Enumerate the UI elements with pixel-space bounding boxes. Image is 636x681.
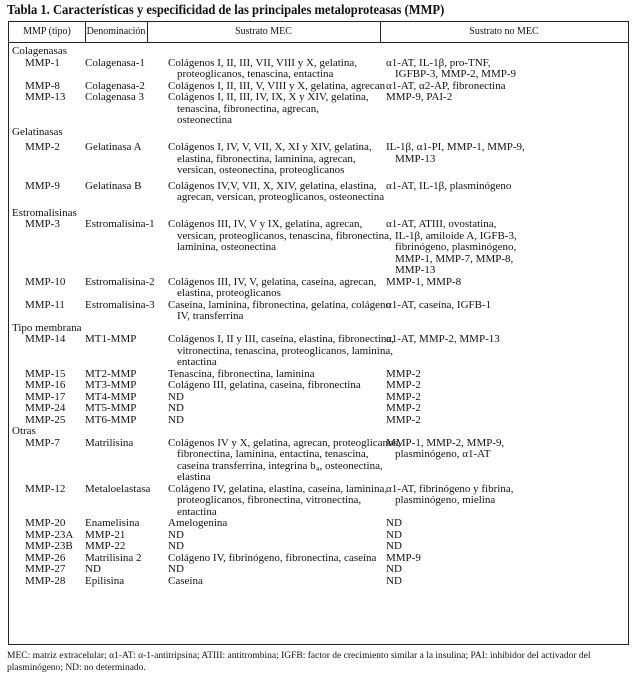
header-denominacion: Denominación: [85, 22, 148, 42]
sustrato-no-mec: [386, 92, 452, 104]
sustrato-mec: [168, 92, 369, 127]
table-row: [9, 334, 628, 369]
sustrato-no-mec-line: IGFBP-3, MMP-2, MMP-9: [395, 68, 517, 80]
sustrato-no-mec-line: α1-AT, IL-1β, pro-TNF,: [386, 56, 491, 69]
sustrato-no-mec-line: MMP-1, MMP-7, MMP-8,: [395, 252, 514, 265]
sustrato-mec: [168, 564, 184, 576]
mmp-id: MMP-25: [25, 413, 66, 426]
sustrato-mec-line: Colágeno III, gelatina, caseína, fibronectina: [168, 379, 361, 391]
table-row: [9, 380, 628, 392]
mmp-table: [8, 21, 629, 645]
sustrato-mec: [168, 576, 203, 588]
mmp-id: MMP-3: [25, 218, 60, 230]
sustrato-mec: [168, 415, 184, 427]
mmp-id: MMP-17: [25, 390, 66, 403]
sustrato-no-mec-line: α1-AT, caseína, IGFB-1: [386, 298, 492, 311]
mmp-id: MMP-28: [25, 574, 66, 587]
sustrato-mec-line: laminina, osteonectina: [177, 241, 276, 253]
sustrato-mec-line: vitronectina, tenascina, proteoglicanos, laminina,: [177, 344, 393, 357]
sustrato-mec-line: entactina: [177, 505, 217, 518]
mmp-id: MMP-16: [25, 379, 66, 391]
sustrato-mec-line: caseína transferrina, integrina b₄, osteonectina,: [177, 459, 383, 472]
sustrato-mec-line: Colágenos III, IV, V y IX, gelatina, agrecan,: [168, 218, 363, 230]
sustrato-no-mec-line: plasminógeno, mielina: [395, 494, 496, 506]
sustrato-no-mec-line: MMP-2: [386, 402, 421, 414]
mmp-denominacion: MMP-22: [85, 540, 126, 552]
sustrato-no-mec: [386, 300, 491, 312]
sustrato-mec-line: ND: [168, 402, 184, 414]
table-row: [9, 403, 628, 415]
table-body: [9, 43, 628, 587]
sustrato-mec-line: versican, proteoglicanos, tenascina, fibronectina,: [177, 229, 392, 242]
sustrato-mec: [168, 58, 357, 81]
table-title: Tabla 1. Características y especificidad de las principales metaloproteasas (MMP): [7, 2, 445, 17]
sustrato-mec-line: proteoglicanos, tenascina, entactina: [177, 68, 334, 80]
mmp-id: MMP-27: [25, 563, 66, 575]
sustrato-mec-line: ND: [168, 413, 184, 426]
mmp-denominacion: Colagenasa-2: [85, 79, 145, 92]
sustrato-mec-line: Caseína: [168, 574, 203, 587]
sustrato-mec-line: IV, transferrina: [177, 310, 244, 322]
sustrato-mec-line: entactina: [177, 356, 217, 368]
sustrato-mec-line: versican, osteonectina, proteoglicanos: [177, 164, 345, 176]
sustrato-no-mec: [386, 518, 402, 530]
sustrato-no-mec: [386, 219, 517, 277]
mmp-denominacion: MT5-MMP: [85, 402, 137, 414]
sustrato-no-mec: [386, 403, 421, 415]
sustrato-no-mec-line: MMP-2: [386, 367, 421, 380]
sustrato-mec: [168, 518, 227, 530]
mmp-id: MMP-15: [25, 367, 66, 380]
sustrato-mec: [168, 438, 401, 484]
mmp-id: MMP-10: [25, 275, 66, 288]
sustrato-mec: [168, 553, 376, 565]
sustrato-mec-line: Colágenos III, IV, V, gelatina, caseína, agrecan,: [168, 275, 377, 288]
sustrato-no-mec-line: α1-AT, MMP-2, MMP-13: [386, 333, 500, 345]
sustrato-mec-line: elastina, fibronectina, laminina, agrecan,: [177, 152, 356, 165]
sustrato-no-mec: [386, 564, 402, 576]
mmp-denominacion: Colagenasa-1: [85, 56, 145, 69]
sustrato-mec-line: ND: [168, 540, 184, 552]
mmp-denominacion: MT6-MMP: [85, 413, 137, 426]
sustrato-no-mec: [386, 541, 402, 553]
sustrato-no-mec: [386, 58, 516, 81]
sustrato-no-mec-line: ND: [386, 517, 402, 529]
group-heading: Colagenasas: [12, 45, 67, 57]
mmp-id: MMP-24: [25, 402, 66, 414]
sustrato-mec-line: Colágenos I, IV, V, VII, X, XI y XIV, gelatina,: [168, 141, 372, 153]
mmp-denominacion: Matrilisina: [85, 436, 134, 449]
mmp-denominacion: MMP-21: [85, 528, 126, 541]
mmp-denominacion: ND: [85, 563, 101, 575]
mmp-denominacion: MT2-MMP: [85, 367, 137, 380]
mmp-denominacion: Enamelisina: [85, 517, 140, 529]
sustrato-mec-line: Caseína, laminina, fibronectina, gelatina, colágeno: [168, 298, 391, 311]
table-row: [9, 484, 628, 519]
mmp-denominacion: Gelatinasa A: [85, 141, 142, 153]
table-header: [9, 22, 628, 43]
sustrato-no-mec-line: fibrinógeno, plasminógeno,: [395, 241, 517, 253]
group-heading: Tipo membrana: [12, 321, 82, 334]
sustrato-no-mec-line: plasminógeno, α1-AT: [395, 448, 491, 460]
table-row: [9, 300, 628, 323]
sustrato-no-mec: [386, 181, 511, 193]
table-row: [9, 92, 628, 127]
sustrato-mec: [168, 142, 372, 177]
mmp-id: MMP-23B: [25, 540, 73, 552]
sustrato-no-mec: [386, 142, 525, 165]
sustrato-mec: [168, 403, 184, 415]
sustrato-no-mec-line: MMP-1, MMP-8: [386, 275, 462, 288]
mmp-denominacion: MT3-MMP: [85, 379, 137, 391]
sustrato-mec-line: Colágenos I, II y III, caseína, elastina, fibronectina,: [168, 333, 395, 345]
mmp-id: MMP-14: [25, 333, 66, 345]
table-row: [9, 564, 628, 576]
sustrato-mec-line: ND: [168, 563, 184, 575]
sustrato-no-mec-line: α1-AT, ATIII, ovostatina,: [386, 218, 497, 230]
sustrato-mec: [168, 181, 384, 204]
mmp-denominacion: MT1-MMP: [85, 333, 137, 345]
sustrato-mec-line: Colágenos I, II, III, VII, VIII y X, gelatina,: [168, 56, 357, 69]
mmp-denominacion: Colagenasa 3: [85, 91, 144, 103]
group-heading: Gelatinasas: [12, 125, 63, 138]
sustrato-no-mec: [386, 334, 500, 346]
sustrato-no-mec-line: ND: [386, 540, 402, 552]
sustrato-mec-line: Colágenos I, II, III, IV, IX, X y XIV, gelatina,: [168, 91, 369, 103]
group-heading: Otras: [12, 425, 36, 437]
table-row: [9, 541, 628, 553]
table-row: [9, 415, 628, 427]
sustrato-no-mec-line: MMP-13: [395, 264, 436, 276]
header-mmp: MMP (tipo): [9, 22, 86, 42]
sustrato-no-mec-line: MMP-2: [386, 379, 421, 391]
sustrato-no-mec-line: IL-1β, α1-PI, MMP-1, MMP-9,: [386, 141, 525, 153]
sustrato-mec: [168, 219, 392, 254]
table-row: [9, 219, 628, 277]
sustrato-no-mec: [386, 484, 513, 507]
sustrato-mec-line: fibronectina, laminina, entactina, tenascina,: [177, 448, 369, 460]
mmp-id: MMP-23A: [25, 528, 74, 541]
sustrato-mec-line: Colágenos IV,V, VII, X, XIV, gelatina, elastina,: [168, 179, 377, 192]
mmp-denominacion: Matrilisina 2: [85, 551, 142, 564]
sustrato-mec-line: elastina, proteoglicanos: [177, 287, 281, 299]
sustrato-mec-line: Colágeno IV, gelatina, elastina, caseína, laminina,: [168, 482, 388, 495]
sustrato-no-mec-line: ND: [386, 528, 402, 541]
sustrato-no-mec-line: ND: [386, 574, 402, 587]
sustrato-mec: [168, 380, 361, 392]
header-sustrato-no-mec: Sustrato no MEC: [469, 26, 539, 37]
sustrato-mec-line: ND: [168, 390, 184, 403]
sustrato-no-mec: [386, 380, 421, 392]
sustrato-no-mec-line: MMP-9, PAI-2: [386, 91, 453, 103]
table-row: [9, 518, 628, 530]
sustrato-mec: [168, 334, 394, 369]
mmp-denominacion: Gelatinasa B: [85, 179, 142, 192]
sustrato-mec-line: ND: [168, 528, 184, 541]
mmp-id: MMP-20: [25, 517, 66, 529]
mmp-denominacion: MT4-MMP: [85, 390, 137, 403]
mmp-denominacion: Epilisina: [85, 574, 125, 587]
group-heading: Estromalisinas: [12, 206, 77, 219]
sustrato-mec-line: Amelogenina: [168, 517, 228, 529]
sustrato-no-mec-line: MMP-9: [386, 551, 421, 564]
sustrato-no-mec-line: α1-AT, fibrinógeno y fibrina,: [386, 482, 514, 495]
sustrato-mec-line: Colágenos IV y X, gelatina, agrecan, proteoglicanos,: [168, 436, 401, 449]
table-row: [9, 58, 628, 81]
header-sustrato-mec: Sustrato MEC: [147, 22, 381, 42]
mmp-denominacion: Metaloelastasa: [85, 482, 151, 495]
mmp-id: MMP-13: [25, 91, 66, 103]
table-row: [9, 277, 628, 300]
sustrato-no-mec: [386, 277, 461, 289]
sustrato-no-mec-line: MMP-2: [386, 390, 421, 403]
sustrato-no-mec-line: MMP-13: [395, 152, 436, 165]
table-row: [9, 553, 628, 565]
sustrato-mec: [168, 541, 184, 553]
table-row: [9, 576, 628, 588]
mmp-id: MMP-2: [25, 141, 60, 153]
mmp-denominacion: Estromalisina-2: [85, 275, 155, 288]
sustrato-mec: [168, 484, 387, 519]
footnote: MEC: matriz extracelular; α1-AT: α-1-antitripsina; ATIII: antitrombina; IGFB: factor de crecimiento similar a la insulina; PAI: inhibidor del activador del plasminógeno; ND: no determinado.: [7, 651, 591, 673]
sustrato-mec-line: elastina: [177, 471, 211, 483]
sustrato-mec-line: agrecan, versican, proteoglicanos, osteonectina: [177, 191, 385, 203]
mmp-id: MMP-7: [25, 436, 60, 449]
sustrato-mec-line: Colágenos I, II, III, V, VIII y X, gelatina, agrecan: [168, 79, 386, 92]
sustrato-no-mec-line: MMP-1, MMP-2, MMP-9,: [386, 436, 505, 449]
table-row: [9, 438, 628, 484]
sustrato-no-mec: [386, 438, 504, 461]
sustrato-no-mec: [386, 576, 402, 588]
mmp-denominacion: Estromalisina-3: [85, 298, 155, 311]
sustrato-mec-line: tenascina, fibronectina, agrecan,: [177, 102, 320, 115]
mmp-id: MMP-26: [25, 551, 66, 564]
mmp-id: MMP-12: [25, 482, 66, 495]
mmp-denominacion: Estromalisina-1: [85, 218, 155, 230]
sustrato-mec-line: osteonectina: [177, 114, 232, 126]
sustrato-mec: [168, 277, 376, 300]
sustrato-no-mec-line: MMP-2: [386, 413, 421, 426]
table-row: [9, 181, 628, 204]
sustrato-no-mec-line: ND: [386, 563, 402, 575]
sustrato-mec-line: Colágeno IV, fibrinógeno, fibronectina, caseína: [168, 551, 377, 564]
sustrato-mec: [168, 300, 391, 323]
sustrato-mec-line: Tenascina, fibronectina, laminina: [168, 367, 315, 380]
mmp-id: MMP-1: [25, 56, 60, 69]
mmp-id: MMP-8: [25, 79, 60, 92]
sustrato-mec-line: proteoglicanos, fibronectina, vitronectina,: [177, 494, 362, 506]
sustrato-no-mec: [386, 415, 421, 427]
mmp-id: MMP-9: [25, 179, 60, 192]
sustrato-no-mec-line: α1-AT, IL-1β, plasminógeno: [386, 179, 512, 192]
mmp-id: MMP-11: [25, 298, 65, 311]
sustrato-no-mec-line: IL-1β, amiloide A, IGFB-3,: [395, 229, 517, 242]
sustrato-no-mec-line: α1-AT, α2-AP, fibronectina: [386, 79, 506, 92]
table-row: [9, 142, 628, 177]
